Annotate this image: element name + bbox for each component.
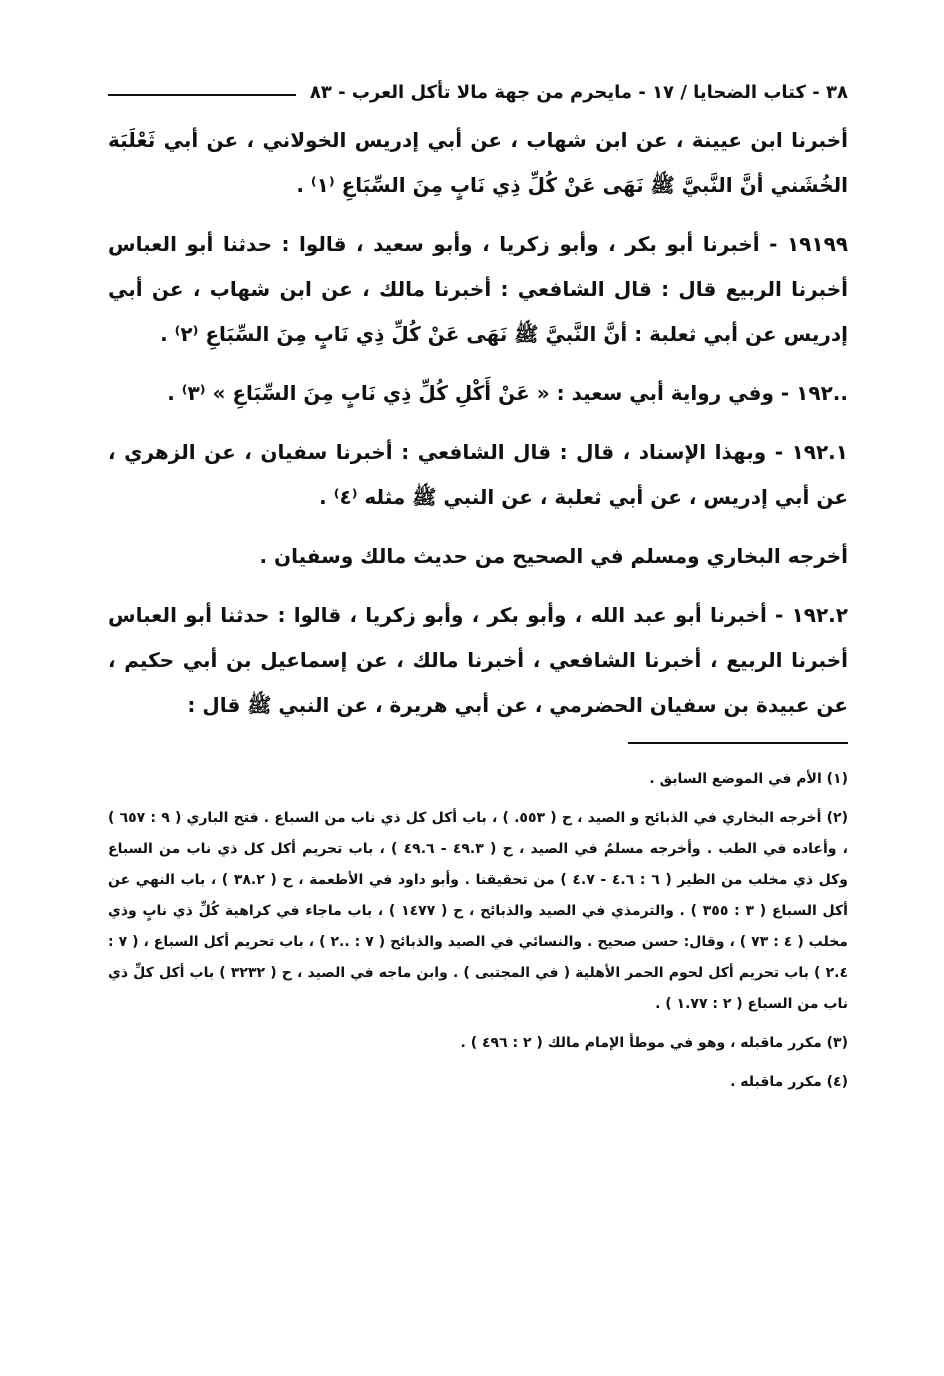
footnote-1: (١) الأم في الموضع السابق . xyxy=(649,771,848,787)
header-rule xyxy=(108,94,296,96)
footnote-3: (٣) مكرر ماقبله ، وهو في موطأ الإمام مالك ( ٢ : ٤٩٦ ) . xyxy=(460,1035,848,1051)
main-text xyxy=(108,118,848,728)
footnote-rule xyxy=(628,742,848,744)
paragraph-1: أخبرنا ابن عيينة ، عن ابن شهاب ، عن أبي إدريس الخولاني ، عن أبي ثَعْلَبَة الخُشَني أنَّ النَّبيَّ ﷺ نَهَى عَنْ كُلِّ ذِي نَابٍ مِنَ السِّبَاعِ ⁽١⁾ . xyxy=(108,128,848,197)
paragraph-6: ١٩٢.٢ - أخبرنا أبو عبد الله ، وأبو بكر ، وأبو زكريا ، قالوا : حدثنا أبو العباس أخبرنا الربيع ، أخبرنا الشافعي ، أخبرنا مالك ، عن إسماعيل بن أبي حكيم ، عن عبيدة بن سفيان الحضرمي ، عن أبي هريرة ، عن النبي ﷺ قال : xyxy=(108,603,848,717)
page xyxy=(108,72,848,1106)
footnote-2: (٢) أخرجه البخاري في الذبائح و الصيد ، ح ( ٥٥٣. ) ، باب أكل كل ذي ناب من السباع . فتح الباري ( ٩ : ٦٥٧ ) ، وأعاده في الطب . وأخرجه مسلمٌ في الصيد ، ح ( ٤٩.٣ - ٤٩.٦ ) ، باب تحريم أكل كل ذي ناب من السباع وكل ذي مخلب من الطير ( ٦ : ٤.٦ - ٤.٧ ) من تحقيقنا . وأبو داود في الأطعمة ، ح ( ٣٨.٢ ) ، باب النهي عن أكل السباع ( ٣ : ٣٥٥ ) . والترمذي في الصيد والذبائح ، ح ( ١٤٧٧ ) ، باب ماجاء في كراهية كُلِّ ذي نابٍ وذي مخلب ( ٤ : ٧٣ ) ، وقال: حسن صحيح . والنسائي في الصيد والذبائح ( ٧ : ..٢ ) ، باب تحريم أكل السباع ، ( ٧ : ٢.٤ ) باب تحريم أكل لحوم الحمر الأهلية ( في المجتبى ) . وابن ماجه في الصيد ، ح ( ٣٢٣٢ ) باب أكل كلِّ ذي ناب من السباع ( ٢ : ١.٧٧ ) . xyxy=(108,810,848,1012)
paragraph-4: ١٩٢.١ - وبهذا الإسناد ، قال : قال الشافعي : أخبرنا سفيان ، عن الزهري ، عن أبي إدريس ، عن أبي ثعلبة ، عن النبي ﷺ مثله ⁽٤⁾ . xyxy=(108,440,848,509)
paragraph-2: ١٩١٩٩ - أخبرنا أبو بكر ، وأبو زكريا ، وأبو سعيد ، قالوا : حدثنا أبو العباس أخبرنا الربيع قال : قال الشافعي : أخبرنا مالك ، عن ابن شهاب ، عن أبي إدريس عن أبي ثعلبة : أنَّ النَّبيَّ ﷺ نَهَى عَنْ كُلِّ ذِي نَابٍ مِنَ السِّبَاعِ ⁽٢⁾ . xyxy=(108,232,848,346)
running-head: ٣٨ - كتاب الضحايا / ١٧ - مايحرم من جهة مالا تأكل العرب - ٨٣ xyxy=(309,81,848,103)
footnote-4: (٤) مكرر ماقبله . xyxy=(730,1074,848,1090)
paragraph-3: ..١٩٢ - وفي رواية أبي سعيد : « عَنْ أَكْلِ كُلِّ ذِي نَابٍ مِنَ السِّبَاعِ » ⁽٣⁾ . xyxy=(167,381,848,405)
footnotes xyxy=(108,764,848,1098)
page-header xyxy=(108,72,848,112)
paragraph-5: أخرجه البخاري ومسلم في الصحيح من حديث مالك وسفيان . xyxy=(259,544,848,568)
